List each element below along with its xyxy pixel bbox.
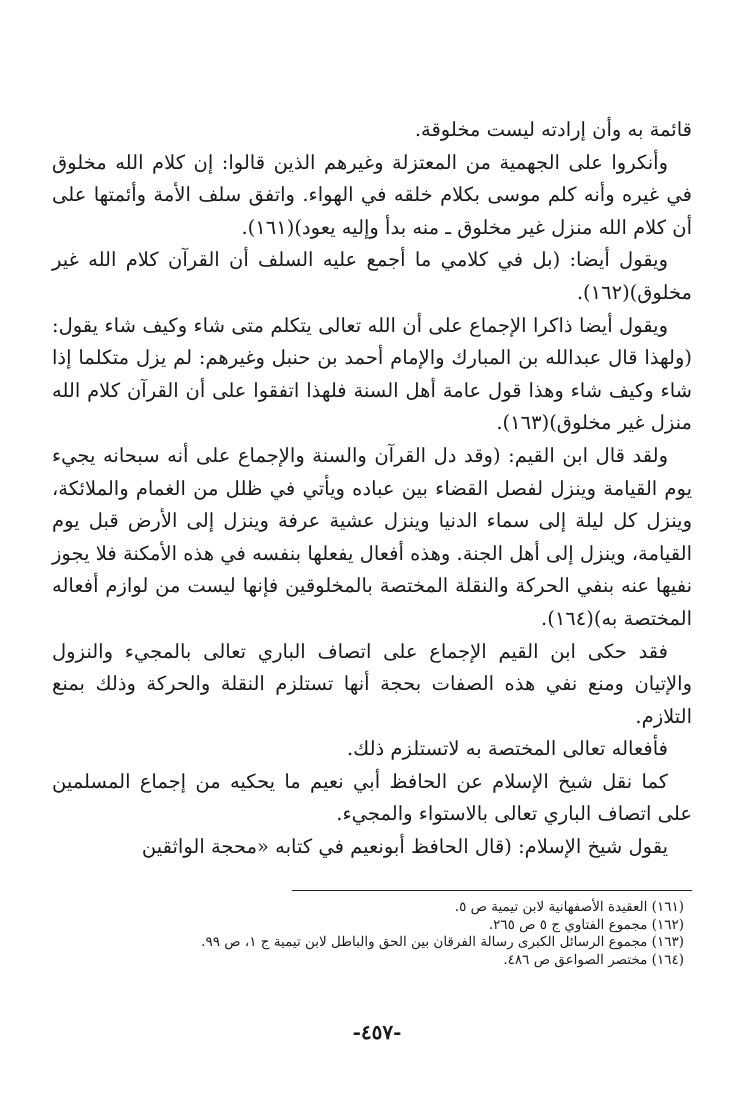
paragraph: فأفعاله تعالى المختصة به لاتستلزم ذلك. [346,737,668,761]
page-number: -٤٥٧- [352,1020,402,1044]
footnote-161: (١٦١) العقيدة الأصفهانية لابن تيمية ص ٥. [454,899,684,915]
paragraph: كما نقل شيخ الإسلام عن الحافظ أبي نعيم ما يحكيه من إجماع المسلمين على اتصاف الباري تعالى بالاستواء والمجيء. [52,769,692,826]
footnote-164: (١٦٤) مختصر الصواعق ص ٤٨٦. [503,951,684,968]
footnote-162: (١٦٢) مجموع الفتاوي ج ٥ ص ٢٦٥. [488,916,684,933]
footnote-divider [292,890,692,891]
paragraph: وأنكروا على الجهمية من المعتزلة وغيرهم الذين قالوا: إن كلام الله مخلوق في غيره وأنه كلم موسى بكلام خلقه في الهواء. واتفق سلف الأمة وأئمتها على أن كلام الله منزل غير مخلوق ـ منه بدأ وإليه يعود)(١٦١). [52,150,692,239]
paragraph: يقول شيخ الإسلام: (قال الحافظ أبونعيم في كتابه «محجة الواثقين [141,835,668,859]
paragraph: ولقد قال ابن القيم: (وقد دل القرآن والسنة والإجماع على أنه سبحانه يجيء يوم القيامة وينزل لفصل القضاء بين عباده ويأتي في ظلل من الغمام والملائكة، وينزل كل ليلة إلى سماء الدنيا وينزل عشية عرفة وينزل إلى الأرض قبل يوم القيامة، وينزل إلى أهل الجنة. وهذه أفعال يفعلها بنفسه في هذه الأمكنة فلا يجوز نفيها عنه بنفي الحركة والنقلة المختصة بالمخلوقين فإنها ليست من لوازم أفعاله المختصة به)(١٦٤). [52,443,692,630]
footnote-163: (١٦٣) مجموع الرسائل الكبرى رسالة الفرقان بين الحق والباطل لابن تيمية ج ١، ص ٩٩. [201,934,684,950]
main-text [52,114,692,864]
paragraph: ويقول أيضا ذاكرا الإجماع على أن الله تعالى يتكلم متى شاء وكيف شاء يقول: (ولهذا قال عبدالله بن المبارك والإمام أحمد بن حنبل وغيرهم: لم يزل متكلما إذا شاء وكيف شاء وهذا قول عامة أهل السنة فلهذا اتفقوا على أن القرآن كلام الله منزل غير مخلوق)(١٦٣). [52,313,692,435]
paragraph: فقد حكى ابن القيم الإجماع على اتصاف الباري تعالى بالمجيء والنزول والإتيان ومنع نفي هذه الصفات بحجة أنها تستلزم النقلة والحركة وذلك بمنع التلازم. [52,639,692,728]
footnotes [64,899,684,969]
paragraph: ويقول أيضا: (بل في كلامي ما أجمع عليه السلف أن القرآن كلام الله غير مخلوق)(١٦٢). [52,248,692,304]
paragraph: قائمة به وأن إرادته ليست مخلوقة. [414,118,692,141]
